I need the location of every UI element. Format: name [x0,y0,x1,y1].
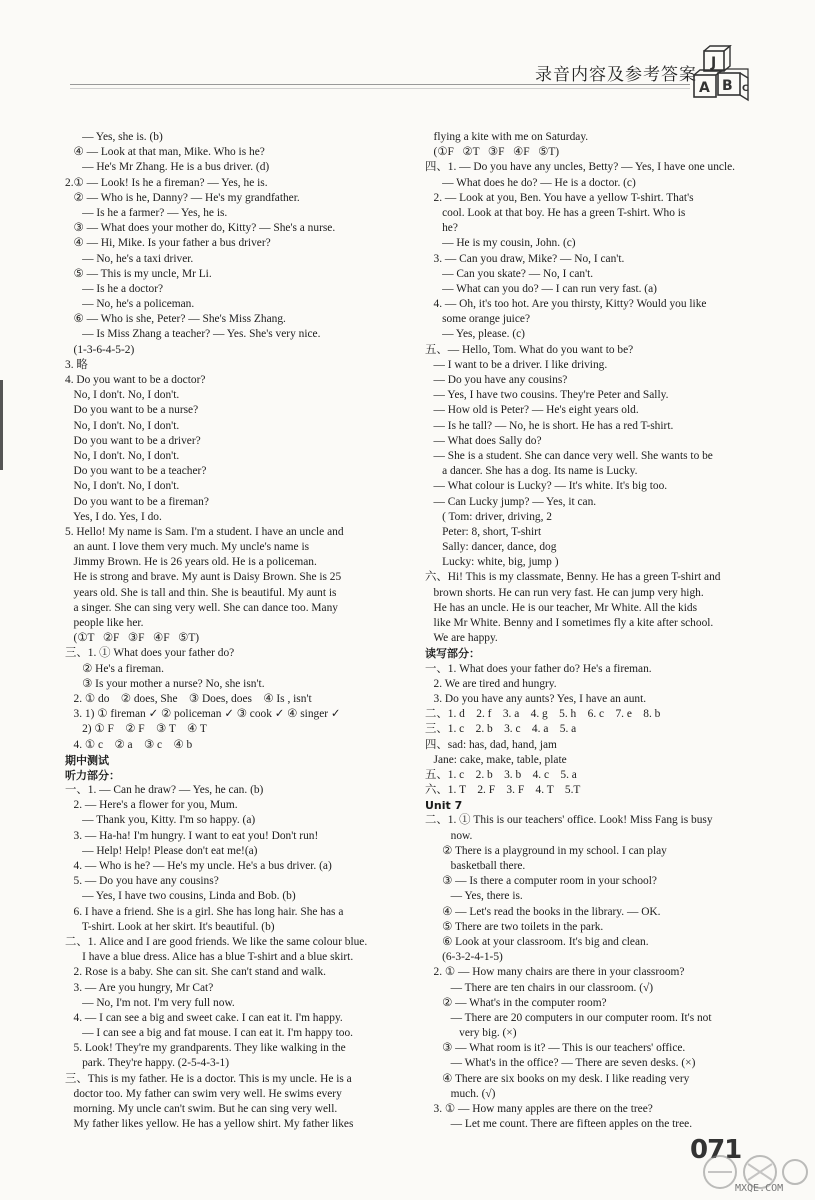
left-column-line: — Thank you, Kitty. I'm so happy. (a) [65,814,256,827]
left-column-line: No, I don't. No, I don't. [65,389,180,402]
left-column-line: people like her. [65,617,144,629]
left-column-line: — No, he's a policeman. [65,298,195,311]
right-column-line: ⑥ Look at your classroom. It's big and clean. [425,935,649,948]
page-number: 071 [690,1135,742,1165]
right-column-line: — What does he do? — He is a doctor. (c) [425,176,636,189]
page-header [0,40,815,110]
svg-text:A: A [699,80,710,96]
right-column-line: — Yes, I have two cousins. They're Peter and Sally. [425,389,669,402]
right-column-line: he? [425,222,458,235]
left-column-line: 2. — Here's a flower for you, Mum. [65,799,238,812]
left-column-line: — No, I'm not. I'm very full now. [65,996,235,1009]
left-column-line: 4. Do you want to be a doctor? [65,374,206,386]
right-column-line: ⑤ There are two toilets in the park. [425,920,604,933]
right-column-line: 四、sad: has, dad, hand, jam [425,738,557,751]
right-column-line: — Can you skate? — No, I can't. [425,267,594,280]
left-column-line: I have a blue dress. Alice has a blue T-shirt and a blue skirt. [65,951,354,964]
right-column-line: — There are ten chairs in our classroom. (√) [425,981,654,994]
binding-edge [0,380,3,470]
right-column-line: — Can Lucky jump? — Yes, it can. [425,495,597,508]
right-column-line: 4. — Oh, it's too hot. Are you thirsty, Kitty? Would you like [425,298,707,311]
left-column-line: — Is Miss Zhang a teacher? — Yes. She's very nice. [65,328,321,341]
right-column-line: — Yes, please. (c) [425,328,525,341]
watermark-text: MXQE.COM [735,1183,784,1194]
right-column-line: flying a kite with me on Saturday. [425,131,589,143]
left-column-line: — Yes, I have two cousins, Linda and Bob. (b) [65,890,296,903]
left-column-line: 听力部分： [65,768,120,782]
right-column-line: — What's in the office? — There are seven desks. (×) [425,1057,696,1070]
header-rule [70,84,690,85]
left-column-line: (1-3-6-4-5-2) [65,343,135,356]
right-column-line: — What does Sally do? [425,434,542,447]
right-column-line: (①F ②T ③F ④F ⑤T) [425,146,560,159]
header-title: 录音内容及参考答案 [535,65,697,85]
left-column [65,130,400,1132]
right-column-line: like Mr White. Benny and I sometimes fly a kite after school. [425,617,714,629]
right-column-line: ( Tom: driver, driving, 2 [425,510,552,523]
left-column-line: 5. Look! They're my grandparents. They like walking in the [65,1042,346,1055]
left-column-line: 2) ① F ② F ③ T ④ T [65,723,207,736]
left-column-line: a singer. She can sing very well. She can dance too. Many [65,601,338,614]
right-column-line: Sally: dancer, dance, dog [425,541,557,554]
left-column-line: — He's Mr Zhang. He is a bus driver. (d) [65,161,270,174]
left-column-line: ② — Who is he, Danny? — He's my grandfather. [65,191,300,204]
right-column-line: basketball there. [425,860,526,872]
right-column-line: 2. — Look at you, Ben. You have a yellow T-shirt. That's [425,191,694,204]
right-column [425,130,750,1132]
left-column-line: — Help! Help! Please don't eat me!(a) [65,844,258,857]
left-column-line: Do you want to be a nurse? [65,404,199,417]
right-column-line: — He is my cousin, John. (c) [425,237,576,250]
left-column-line: 二、1. Alice and I are good friends. We like the same colour blue. [65,935,368,948]
left-column-line: 期中测试 [65,753,109,767]
right-column-line: ③ — Is there a computer room in your school? [425,875,657,888]
left-column-line: 6. I have a friend. She is a girl. She has long hair. She has a [65,905,344,918]
left-column-line: ③ Is your mother a nurse? No, she isn't. [65,677,265,690]
svg-text:C: C [742,84,749,94]
right-column-line: 读写部分： [425,647,480,661]
right-column-line: 3. — Can you draw, Mike? — No, I can't. [425,252,625,265]
right-column-line: 3. ① — How many apples are there on the tree? [425,1103,653,1115]
left-column-line: 5. Hello! My name is Sam. I'm a student. I have an uncle and [65,525,344,538]
right-column-line: 二、1. ① This is our teachers' office. Look! Miss Fang is busy [425,814,713,827]
left-column-line: Yes, I do. Yes, I do. [65,510,162,523]
right-column-line: — I want to be a driver. I like driving. [425,358,608,371]
left-column-line: — Is he a doctor? [65,282,164,295]
left-column-line: 5. — Do you have any cousins? [65,875,219,888]
left-column-line: years old. She is tall and thin. She is beautiful. My aunt is [65,586,337,599]
left-column-line: 3. 略 [65,358,88,371]
left-column-line: 4. ① c ② a ③ c ④ b [65,738,193,751]
left-column-line: 2. ① do ② does, She ③ Does, does ④ Is , isn't [65,692,312,705]
left-column-line: 4. — Who is he? — He's my uncle. He's a bus driver. (a) [65,860,332,872]
right-column-line: — There are 20 computers in our computer room. It's not [425,1011,712,1024]
right-column-line: — What can you do? — I can run very fast. (a) [425,282,657,295]
right-column-line: — Let me count. There are fifteen apples on the tree. [425,1118,693,1131]
right-column-line: ③ — What room is it? — This is our teachers' office. [425,1042,686,1055]
left-column-line: ③ — What does your mother do, Kitty? — She's a nurse. [65,222,336,235]
left-column-line: ② He's a fireman. [65,662,164,675]
right-column-line: ④ There are six books on my desk. I like reading very [425,1072,690,1085]
left-column-line: No, I don't. No, I don't. [65,419,180,432]
right-column-line: 2. We are tired and hungry. [425,677,557,690]
left-column-line: ④ — Hi, Mike. Is your father a bus driver? [65,237,271,250]
right-column-line: 五、1. c 2. b 3. b 4. c 5. a [425,768,577,781]
left-column-line: — No, he's a taxi driver. [65,252,194,265]
right-column-line: cool. Look at that boy. He has a green T-shirt. Who is [425,206,686,219]
left-column-line: No, I don't. No, I don't. [65,449,180,462]
svg-text:J: J [711,55,717,71]
right-column-line: — Is he tall? — No, he is short. He has a red T-shirt. [425,419,674,432]
left-column-line: No, I don't. No, I don't. [65,480,180,493]
right-column-line: 2. ① — How many chairs are there in your classroom? [425,966,685,979]
right-column-line: 三、1. c 2. b 3. c 4. a 5. a [425,723,577,736]
left-column-line: 2.① — Look! Is he a fireman? — Yes, he is. [65,176,268,189]
right-column-line: a dancer. She has a dog. Its name is Lucky. [425,465,638,478]
left-column-line: 一、1. — Can he draw? — Yes, he can. (b) [65,784,264,797]
right-column-line: now. [425,829,473,842]
right-column-line: 3. Do you have any aunts? Yes, I have an aunt. [425,692,647,705]
right-column-line: 一、1. What does your father do? He's a fireman. [425,662,652,675]
left-column-line: 三、1. ① What does your father do? [65,647,235,660]
right-column-line: ② There is a playground in my school. I can play [425,844,667,857]
right-column-line: 四、1. — Do you have any uncles, Betty? — Yes, I have one uncle. [425,161,736,174]
left-column-line: ④ — Look at that man, Mike. Who is he? [65,146,265,159]
left-column-line: ⑤ — This is my uncle, Mr Li. [65,267,212,280]
right-column-line: Lucky: white, big, jump ) [425,556,559,569]
right-column-line: some orange juice? [425,313,531,326]
right-column-line: — She is a student. She can dance very well. She wants to be [425,449,713,462]
right-column-line: — Yes, there is. [425,890,523,903]
left-column-line: My father likes yellow. He has a yellow shirt. My father likes [65,1118,354,1131]
right-column-line: Jane: cake, make, table, plate [425,753,567,766]
right-column-line: 六、Hi! This is my classmate, Benny. He has a green T-shirt and [425,571,721,584]
right-column-line: brown shorts. He can run very fast. He can jump very high. [425,586,704,599]
right-column-line: We are happy. [425,632,498,645]
svg-text:B: B [722,78,733,94]
right-column-line: — What colour is Lucky? — It's white. It's big too. [425,480,668,493]
left-column-line: 2. Rose is a baby. She can sit. She can't stand and walk. [65,966,327,979]
left-column-line: doctor too. My father can swim very well. He swims every [65,1087,342,1100]
left-column-line: Do you want to be a driver? [65,434,201,447]
right-column-line: ② — What's in the computer room? [425,996,607,1009]
left-column-line: morning. My uncle can't swim. But he can sing very well. [65,1103,338,1115]
right-column-line: ④ — Let's read the books in the library. — OK. [425,905,661,918]
abc-blocks-icon [690,45,755,105]
right-column-line: — Do you have any cousins? [425,374,568,386]
right-column-line: Unit 7 [425,799,463,813]
left-column-line: Do you want to be a teacher? [65,465,207,478]
right-column-line: — How old is Peter? — He's eight years old. [425,404,639,417]
left-column-line: 三、This is my father. He is a doctor. This is my uncle. He is a [65,1072,352,1085]
right-column-line: 二、1. d 2. f 3. a 4. g 5. h 6. c 7. e 8. b [425,708,661,721]
left-column-line: 3. — Ha-ha! I'm hungry. I want to eat you! Don't run! [65,829,319,842]
right-column-line: 六、1. T 2. F 3. F 4. T 5.T [425,784,581,797]
left-column-line: — Is he a farmer? — Yes, he is. [65,206,228,219]
right-column-line: much. (√) [425,1087,496,1100]
left-column-line: ⑥ — Who is she, Peter? — She's Miss Zhang. [65,313,286,326]
right-column-line: Peter: 8, short, T-shirt [425,525,542,538]
left-column-line: 3. — Are you hungry, Mr Cat? [65,981,214,994]
right-column-line: 五、— Hello, Tom. What do you want to be? [425,343,634,356]
header-rule-thin [70,88,690,89]
left-column-line: — Yes, she is. (b) [65,131,163,143]
left-column-line: park. They're happy. (2-5-4-3-1) [65,1057,229,1070]
left-column-line: Do you want to be a fireman? [65,495,209,508]
left-column-line: He is strong and brave. My aunt is Daisy Brown. She is 25 [65,571,342,584]
left-column-line: Jimmy Brown. He is 26 years old. He is a policeman. [65,556,317,569]
left-column-line: 3. 1) ① fireman ✓ ② policeman ✓ ③ cook ✓ ④ singer ✓ [65,708,341,721]
right-column-line: very big. (×) [425,1027,517,1040]
left-column-line: T-shirt. Look at her skirt. It's beautiful. (b) [65,920,275,933]
left-column-line: — I can see a big and fat mouse. I can eat it. I'm happy too. [65,1027,353,1040]
left-column-line: (①T ②F ③F ④F ⑤T) [65,632,200,645]
right-column-line: (6-3-2-4-1-5) [425,951,503,964]
left-column-line: 4. — I can see a big and sweet cake. I can eat it. I'm happy. [65,1011,343,1024]
left-column-line: an aunt. I love them very much. My uncle's name is [65,541,310,554]
right-column-line: He has an uncle. He is our teacher, Mr White. All the kids [425,601,698,614]
